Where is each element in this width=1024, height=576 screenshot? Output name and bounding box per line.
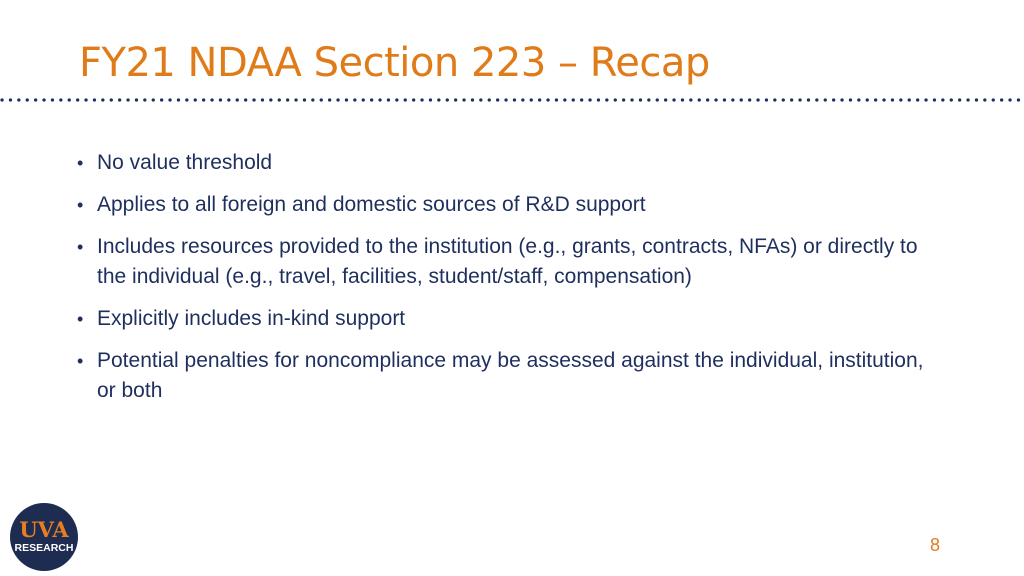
bullet-item xyxy=(75,148,935,178)
bullet-text: Includes resources provided to the institution (e.g., grants, contracts, NFAs) or directly to the individual (e.g., travel, facilities, student/staff, compensation) xyxy=(97,235,918,288)
logo-research-text: RESEARCH xyxy=(14,542,74,554)
bullet-icon: • xyxy=(77,195,84,215)
logo-uva-text: UVA xyxy=(19,517,69,542)
bullet-icon: • xyxy=(77,309,84,329)
bullet-text: Applies to all foreign and domestic sources of R&D support xyxy=(97,193,646,216)
slide-title: FY21 NDAA Section 223 – Recap xyxy=(79,40,710,86)
page-number: 8 xyxy=(930,535,941,555)
bullet-icon: • xyxy=(77,153,84,173)
bullet-icon: • xyxy=(77,237,84,257)
bullet-text: Potential penalties for noncompliance may be assessed against the individual, institution, or both xyxy=(97,349,924,402)
bullet-icon: • xyxy=(77,351,84,371)
bullet-text: No value threshold xyxy=(97,151,273,174)
bullet-item xyxy=(75,304,935,334)
bullet-item xyxy=(75,232,935,292)
bullet-item xyxy=(75,346,935,406)
dotted-divider xyxy=(0,97,1024,103)
bullet-item xyxy=(75,190,935,220)
bullet-list xyxy=(75,148,935,418)
uva-research-logo xyxy=(10,503,78,571)
bullet-text: Explicitly includes in-kind support xyxy=(97,307,406,330)
